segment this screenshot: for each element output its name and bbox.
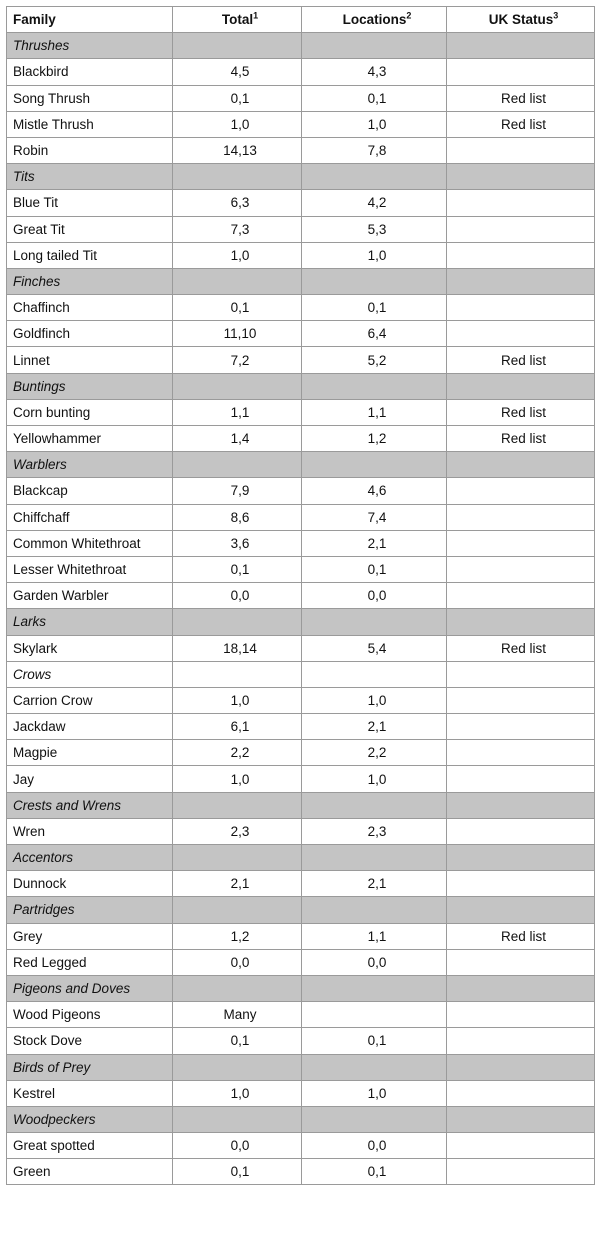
locations-count: 0,1 <box>302 1028 447 1054</box>
uk-status <box>447 949 595 975</box>
total-count: 0,1 <box>173 556 302 582</box>
family-empty-cell <box>302 1106 447 1132</box>
family-name: Thrushes <box>7 33 173 59</box>
family-empty-cell <box>302 609 447 635</box>
uk-status: Red list <box>447 923 595 949</box>
family-empty-cell <box>302 792 447 818</box>
family-empty-cell <box>302 164 447 190</box>
uk-status <box>447 478 595 504</box>
locations-count: 5,2 <box>302 347 447 373</box>
table-body <box>7 33 595 1185</box>
locations-count: 0,1 <box>302 1159 447 1185</box>
species-name: Long tailed Tit <box>7 242 173 268</box>
family-empty-cell <box>447 452 595 478</box>
family-empty-cell <box>447 845 595 871</box>
uk-status: Red list <box>447 111 595 137</box>
family-empty-cell <box>447 373 595 399</box>
footnote-marker: 1 <box>253 10 259 21</box>
species-name: Grey <box>7 923 173 949</box>
family-row <box>7 164 595 190</box>
species-row <box>7 59 595 85</box>
family-empty-cell <box>173 845 302 871</box>
locations-count: 6,4 <box>302 321 447 347</box>
uk-status: Red list <box>447 635 595 661</box>
species-row <box>7 347 595 373</box>
family-empty-cell <box>447 975 595 1001</box>
total-count: Many <box>173 1002 302 1028</box>
species-row <box>7 1133 595 1159</box>
species-name: Common Whitethroat <box>7 530 173 556</box>
total-count: 0,0 <box>173 583 302 609</box>
locations-count: 0,0 <box>302 1133 447 1159</box>
species-row <box>7 818 595 844</box>
family-empty-cell <box>173 897 302 923</box>
family-row <box>7 268 595 294</box>
uk-status <box>447 1080 595 1106</box>
uk-status <box>447 216 595 242</box>
species-name: Garden Warbler <box>7 583 173 609</box>
species-name: Carrion Crow <box>7 687 173 713</box>
family-name: Larks <box>7 609 173 635</box>
uk-status <box>447 687 595 713</box>
species-name: Robin <box>7 137 173 163</box>
species-row <box>7 635 595 661</box>
species-row <box>7 242 595 268</box>
species-row <box>7 530 595 556</box>
family-name: Birds of Prey <box>7 1054 173 1080</box>
locations-count: 2,3 <box>302 818 447 844</box>
family-row <box>7 33 595 59</box>
species-name: Corn bunting <box>7 399 173 425</box>
species-row <box>7 295 595 321</box>
species-name: Green <box>7 1159 173 1185</box>
uk-status: Red list <box>447 426 595 452</box>
family-name: Partridges <box>7 897 173 923</box>
species-name: Great spotted <box>7 1133 173 1159</box>
total-count: 14,13 <box>173 137 302 163</box>
total-count: 0,0 <box>173 949 302 975</box>
family-empty-cell <box>173 452 302 478</box>
species-row <box>7 1002 595 1028</box>
family-empty-cell <box>302 1054 447 1080</box>
species-row <box>7 190 595 216</box>
species-name: Song Thrush <box>7 85 173 111</box>
family-empty-cell <box>173 1054 302 1080</box>
locations-count: 0,1 <box>302 85 447 111</box>
species-name: Wren <box>7 818 173 844</box>
family-empty-cell <box>302 975 447 1001</box>
family-row <box>7 609 595 635</box>
species-name: Stock Dove <box>7 1028 173 1054</box>
locations-count <box>302 1002 447 1028</box>
family-name: Pigeons and Doves <box>7 975 173 1001</box>
locations-count: 7,4 <box>302 504 447 530</box>
species-row <box>7 137 595 163</box>
total-count: 7,3 <box>173 216 302 242</box>
family-empty-cell <box>173 268 302 294</box>
total-count: 18,14 <box>173 635 302 661</box>
locations-count: 0,0 <box>302 583 447 609</box>
locations-count: 2,1 <box>302 871 447 897</box>
family-row <box>7 845 595 871</box>
species-row <box>7 871 595 897</box>
family-empty-cell <box>173 792 302 818</box>
uk-status <box>447 714 595 740</box>
locations-count: 4,3 <box>302 59 447 85</box>
family-row <box>7 897 595 923</box>
family-empty-cell <box>302 268 447 294</box>
total-count: 2,2 <box>173 740 302 766</box>
locations-count: 2,2 <box>302 740 447 766</box>
species-name: Yellowhammer <box>7 426 173 452</box>
family-name: Finches <box>7 268 173 294</box>
footnote-marker: 3 <box>553 10 559 21</box>
species-name: Linnet <box>7 347 173 373</box>
species-row <box>7 687 595 713</box>
locations-count: 4,6 <box>302 478 447 504</box>
species-row <box>7 216 595 242</box>
uk-status <box>447 583 595 609</box>
species-name: Jackdaw <box>7 714 173 740</box>
total-count: 1,2 <box>173 923 302 949</box>
family-name: Warblers <box>7 452 173 478</box>
total-count: 6,1 <box>173 714 302 740</box>
total-count: 1,0 <box>173 687 302 713</box>
uk-status <box>447 871 595 897</box>
uk-status <box>447 818 595 844</box>
species-name: Wood Pigeons <box>7 1002 173 1028</box>
family-empty-cell <box>173 661 302 687</box>
family-empty-cell <box>302 452 447 478</box>
species-name: Blackbird <box>7 59 173 85</box>
species-row <box>7 478 595 504</box>
uk-status <box>447 1002 595 1028</box>
species-row <box>7 399 595 425</box>
uk-status <box>447 295 595 321</box>
uk-status <box>447 1028 595 1054</box>
locations-count: 5,3 <box>302 216 447 242</box>
locations-count: 1,0 <box>302 687 447 713</box>
total-count: 0,0 <box>173 1133 302 1159</box>
species-row <box>7 1159 595 1185</box>
species-name: Jay <box>7 766 173 792</box>
family-name: Crests and Wrens <box>7 792 173 818</box>
bird-survey-table <box>6 6 595 1185</box>
locations-count: 2,1 <box>302 714 447 740</box>
family-empty-cell <box>173 373 302 399</box>
family-empty-cell <box>302 897 447 923</box>
family-row <box>7 452 595 478</box>
uk-status <box>447 504 595 530</box>
header-locations: Locations$^2$ <box>302 7 447 33</box>
species-name: Skylark <box>7 635 173 661</box>
total-count: 0,1 <box>173 295 302 321</box>
locations-count: 1,2 <box>302 426 447 452</box>
family-empty-cell <box>302 661 447 687</box>
family-row <box>7 1106 595 1132</box>
species-name: Red Legged <box>7 949 173 975</box>
species-row <box>7 111 595 137</box>
uk-status <box>447 321 595 347</box>
species-row <box>7 1080 595 1106</box>
species-row <box>7 583 595 609</box>
total-count: 1,0 <box>173 1080 302 1106</box>
locations-count: 1,0 <box>302 1080 447 1106</box>
family-empty-cell <box>447 609 595 635</box>
total-count: 7,9 <box>173 478 302 504</box>
species-name: Chaffinch <box>7 295 173 321</box>
family-row <box>7 792 595 818</box>
locations-count: 1,1 <box>302 923 447 949</box>
family-empty-cell <box>447 268 595 294</box>
locations-count: 1,0 <box>302 766 447 792</box>
species-row <box>7 1028 595 1054</box>
total-count: 4,5 <box>173 59 302 85</box>
locations-count: 4,2 <box>302 190 447 216</box>
table-header <box>7 7 595 33</box>
family-empty-cell <box>173 975 302 1001</box>
uk-status <box>447 740 595 766</box>
species-name: Dunnock <box>7 871 173 897</box>
total-count: 2,1 <box>173 871 302 897</box>
header-family: Family <box>7 7 173 33</box>
family-name: Buntings <box>7 373 173 399</box>
locations-count: 0,1 <box>302 556 447 582</box>
family-empty-cell <box>447 661 595 687</box>
family-name: Woodpeckers <box>7 1106 173 1132</box>
total-count: 2,3 <box>173 818 302 844</box>
total-count: 1,0 <box>173 766 302 792</box>
species-row <box>7 321 595 347</box>
uk-status <box>447 1133 595 1159</box>
uk-status <box>447 137 595 163</box>
locations-count: 1,0 <box>302 111 447 137</box>
family-row <box>7 661 595 687</box>
family-row <box>7 975 595 1001</box>
total-count: 7,2 <box>173 347 302 373</box>
uk-status <box>447 242 595 268</box>
uk-status <box>447 530 595 556</box>
species-name: Chiffchaff <box>7 504 173 530</box>
family-empty-cell <box>447 897 595 923</box>
species-row <box>7 923 595 949</box>
species-row <box>7 949 595 975</box>
family-empty-cell <box>173 33 302 59</box>
family-name: Accentors <box>7 845 173 871</box>
family-empty-cell <box>302 33 447 59</box>
uk-status <box>447 59 595 85</box>
uk-status: Red list <box>447 399 595 425</box>
species-name: Blue Tit <box>7 190 173 216</box>
total-count: 1,4 <box>173 426 302 452</box>
total-count: 1,0 <box>173 242 302 268</box>
total-count: 0,1 <box>173 1159 302 1185</box>
species-row <box>7 556 595 582</box>
total-count: 8,6 <box>173 504 302 530</box>
header-row <box>7 7 595 33</box>
species-name: Magpie <box>7 740 173 766</box>
uk-status: Red list <box>447 85 595 111</box>
species-name: Great Tit <box>7 216 173 242</box>
total-count: 1,1 <box>173 399 302 425</box>
species-row <box>7 766 595 792</box>
uk-status <box>447 766 595 792</box>
species-name: Goldfinch <box>7 321 173 347</box>
locations-count: 7,8 <box>302 137 447 163</box>
family-empty-cell <box>173 1106 302 1132</box>
total-count: 1,0 <box>173 111 302 137</box>
family-empty-cell <box>302 373 447 399</box>
species-row <box>7 504 595 530</box>
species-row <box>7 740 595 766</box>
header-total: Total$^1$ <box>173 7 302 33</box>
family-row <box>7 1054 595 1080</box>
family-name: Tits <box>7 164 173 190</box>
family-empty-cell <box>173 164 302 190</box>
species-name: Mistle Thrush <box>7 111 173 137</box>
species-row <box>7 714 595 740</box>
uk-status <box>447 1159 595 1185</box>
family-name: Crows <box>7 661 173 687</box>
uk-status: Red list <box>447 347 595 373</box>
family-empty-cell <box>447 33 595 59</box>
total-count: 11,10 <box>173 321 302 347</box>
total-count: 3,6 <box>173 530 302 556</box>
species-name: Kestrel <box>7 1080 173 1106</box>
header-uk-status: UK Status$^3$ <box>447 7 595 33</box>
species-row <box>7 426 595 452</box>
locations-count: 1,0 <box>302 242 447 268</box>
uk-status <box>447 190 595 216</box>
family-empty-cell <box>173 609 302 635</box>
locations-count: 1,1 <box>302 399 447 425</box>
family-empty-cell <box>447 1106 595 1132</box>
species-name: Blackcap <box>7 478 173 504</box>
family-empty-cell <box>302 845 447 871</box>
locations-count: 5,4 <box>302 635 447 661</box>
locations-count: 0,1 <box>302 295 447 321</box>
total-count: 0,1 <box>173 1028 302 1054</box>
family-empty-cell <box>447 164 595 190</box>
locations-count: 0,0 <box>302 949 447 975</box>
family-empty-cell <box>447 1054 595 1080</box>
species-row <box>7 85 595 111</box>
total-count: 6,3 <box>173 190 302 216</box>
family-row <box>7 373 595 399</box>
footnote-marker: 2 <box>406 10 412 21</box>
species-name: Lesser Whitethroat <box>7 556 173 582</box>
family-empty-cell <box>447 792 595 818</box>
uk-status <box>447 556 595 582</box>
total-count: 0,1 <box>173 85 302 111</box>
locations-count: 2,1 <box>302 530 447 556</box>
